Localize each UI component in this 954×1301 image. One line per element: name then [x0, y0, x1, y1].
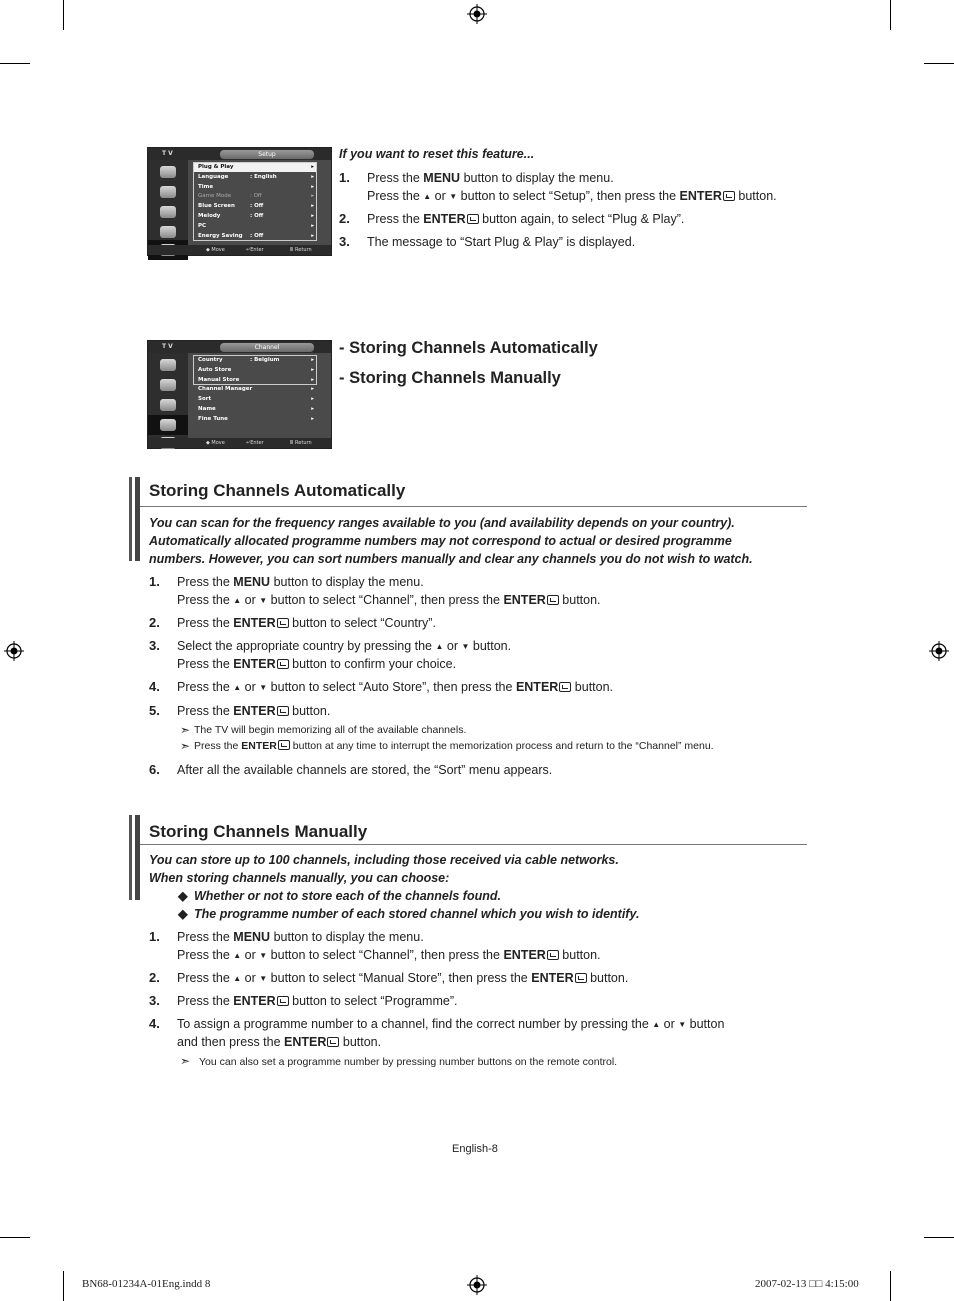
crop-mark [0, 1237, 30, 1238]
registration-mark-icon [467, 1275, 487, 1295]
step-text: Press the ENTER button. [177, 704, 331, 718]
button-name: ENTER [233, 616, 276, 630]
chevron-right-icon: ▸ [311, 164, 314, 170]
tv-label: T V [162, 150, 173, 157]
enter-icon [559, 682, 571, 692]
crop-mark [0, 63, 30, 64]
setup-menu-screenshot [147, 147, 332, 256]
picture-icon [160, 166, 176, 178]
step-text: Select the appropriate country by pressing the ▲ or ▼ button. [177, 639, 512, 653]
button-name: ENTER [503, 947, 546, 962]
button-name: MENU [233, 575, 271, 589]
chevron-right-icon: ▸ [311, 396, 314, 403]
menu-items [188, 160, 331, 245]
diamond-bullet-icon: ◆ [178, 889, 188, 903]
menu-item [194, 415, 316, 424]
note-arrow-icon: ➣ [180, 739, 191, 753]
chevron-right-icon: ▸ [311, 232, 314, 239]
input-icon [160, 226, 176, 238]
button-name: ENTER [233, 994, 276, 1008]
registration-mark-icon [467, 4, 487, 24]
up-arrow-icon: ▲ [233, 974, 242, 983]
enter-hint: ↵Enter [246, 440, 264, 446]
down-arrow-icon: ▼ [259, 950, 268, 960]
menu-item-label: PC [198, 222, 207, 229]
note-arrow-icon: ➣ [180, 1054, 191, 1068]
menu-item-value: : Off [250, 193, 262, 200]
section-bar [135, 815, 140, 900]
enter-icon [277, 659, 289, 669]
down-arrow-icon: ▼ [259, 974, 268, 983]
enter-icon [278, 740, 290, 750]
move-hint: ◆ Move [206, 440, 225, 446]
step-text: Press the ▲ or ▼ button to select “Channel”, then press the ENTER button. [177, 592, 601, 607]
button-name: ENTER [679, 188, 722, 203]
enter-icon [547, 950, 559, 960]
intro-line: When storing channels manually, you can choose: [149, 871, 450, 885]
section-title-manual: Storing Channels Manually [149, 822, 368, 841]
menu-item-label: Sort [198, 396, 212, 403]
step-text: Press the MENU button to display the menu. [177, 930, 424, 944]
menu-item-label: Fine Tune [198, 415, 228, 422]
menu-item-label: Time [198, 183, 214, 190]
channel-icon [160, 206, 176, 218]
menu-item [194, 405, 316, 414]
step-number: 4. [149, 1016, 160, 1031]
up-arrow-icon: ▲ [233, 595, 242, 605]
step-number: 3. [149, 993, 160, 1008]
intro-line: You can store up to 100 channels, including those received via cable networks. [149, 853, 619, 867]
return-hint: Ⅲ Return [290, 247, 312, 253]
step-number: 2. [339, 211, 350, 226]
enter-icon [277, 618, 289, 628]
step-number: 3. [149, 638, 160, 653]
menu-items [188, 353, 331, 438]
button-name: ENTER [241, 740, 277, 752]
step-text: Press the ▲ or ▼ button to select “Manual Store”, then press the ENTER button. [177, 971, 629, 985]
diamond-bullet-icon: ◆ [178, 907, 188, 921]
step-number: 1. [339, 170, 350, 185]
step-text: Press the ▲ or ▼ button to select “Setup”, then press the ENTER button. [367, 188, 777, 203]
section-title-auto: Storing Channels Automatically [149, 481, 406, 500]
enter-icon [575, 973, 587, 983]
menu-item [194, 395, 316, 404]
channel-menu-screenshot [147, 340, 332, 449]
menu-sidebar [148, 353, 188, 438]
step-number: 2. [149, 970, 160, 985]
menu-item-label: Plug & Play [198, 164, 234, 170]
note-text: Press the ENTER button at any time to interrupt the memorization process and return to the “Channel” menu. [194, 740, 714, 752]
down-arrow-icon: ▼ [449, 191, 458, 201]
menu-item-value: : Belgium [250, 357, 280, 363]
link-storing-auto[interactable]: - Storing Channels Automatically [339, 339, 598, 357]
up-arrow-icon: ▲ [652, 1020, 661, 1029]
button-name: ENTER [233, 704, 276, 718]
menu-footer [148, 438, 331, 448]
menu-item-value: : English [250, 173, 277, 180]
menu-sidebar [148, 160, 188, 245]
step-text: Press the MENU button to display the menu. [367, 171, 614, 185]
menu-title: Channel [220, 343, 314, 352]
note-arrow-icon: ➣ [180, 723, 191, 737]
crop-mark [63, 0, 64, 30]
crop-mark [924, 63, 954, 64]
section-bar [129, 815, 132, 900]
down-arrow-icon: ▼ [259, 595, 268, 605]
step-text: Press the ENTER button to select “Programme”. [177, 994, 458, 1008]
step-number: 5. [149, 703, 160, 718]
crop-mark [63, 1271, 64, 1301]
step-number: 2. [149, 615, 160, 630]
step-number: 1. [149, 574, 160, 589]
section-bar [135, 477, 140, 561]
button-name: ENTER [423, 212, 466, 226]
menu-title: Setup [220, 150, 314, 159]
menu-item-label: Auto Store [198, 366, 232, 373]
chevron-right-icon: ▸ [311, 415, 314, 422]
step-text: Press the ENTER button to select “Country”. [177, 616, 436, 630]
menu-item-label: Manual Store [198, 376, 240, 383]
up-arrow-icon: ▲ [233, 683, 242, 692]
step-text: Press the ▲ or ▼ button to select “Channel”, then press the ENTER button. [177, 947, 601, 962]
chevron-right-icon: ▸ [311, 203, 314, 210]
selection-box [193, 162, 317, 241]
intro-line: numbers. However, you can sort numbers manually and clear any channels you do not wish to watch. [149, 552, 753, 566]
chevron-right-icon: ▸ [311, 183, 314, 190]
enter-icon [277, 996, 289, 1006]
intro-line: Automatically allocated programme numbers may not correspond to actual or desired programme [149, 534, 732, 548]
crop-mark [890, 1271, 891, 1301]
menu-item-label: Language [198, 173, 229, 180]
up-arrow-icon: ▲ [233, 950, 242, 960]
step-text: To assign a programme number to a channel, find the correct number by pressing the ▲ or ▼ button [177, 1017, 725, 1031]
intro-line: You can scan for the frequency ranges available to you (and availability depends on your country). [149, 516, 735, 530]
button-name: ENTER [531, 971, 574, 985]
step-number: 1. [149, 929, 160, 944]
selection-box [193, 355, 317, 385]
note-text: The TV will begin memorizing all of the available channels. [194, 724, 467, 736]
step-number: 4. [149, 679, 160, 694]
step-text: Press the MENU button to display the menu. [177, 575, 424, 589]
menu-item-label: Game Mode [198, 193, 232, 200]
step-text: Press the ENTER button to confirm your choice. [177, 656, 457, 671]
step-number: 6. [149, 762, 160, 777]
up-arrow-icon: ▲ [435, 642, 444, 651]
enter-hint: ↵Enter [246, 247, 264, 253]
up-arrow-icon: ▲ [423, 191, 432, 201]
enter-icon [467, 214, 479, 224]
step-text: and then press the ENTER button. [177, 1034, 382, 1049]
chevron-right-icon: ▸ [311, 376, 314, 383]
move-hint: ◆ Move [206, 247, 225, 253]
menu-item [194, 385, 316, 394]
channel-icon [160, 399, 176, 411]
down-arrow-icon: ▼ [678, 1020, 687, 1029]
step-text: The message to “Start Plug & Play” is displayed. [367, 235, 636, 249]
enter-icon [327, 1037, 339, 1047]
step-text: After all the available channels are stored, the “Sort” menu appears. [177, 763, 553, 777]
menu-item-label: Country [198, 357, 223, 363]
section-bar [129, 477, 132, 561]
chevron-right-icon: ▸ [311, 386, 314, 393]
crop-mark [890, 0, 891, 30]
enter-icon [547, 595, 559, 605]
menu-item-label: Energy Saving [198, 232, 243, 239]
menu-item-label: Channel Manager [198, 386, 253, 393]
file-slug: BN68-01234A-01Eng.indd 8 [82, 1278, 211, 1290]
registration-mark-icon [4, 641, 24, 661]
down-arrow-icon: ▼ [461, 642, 470, 651]
chevron-right-icon: ▸ [311, 406, 314, 412]
note-text: You can also set a programme number by pressing number buttons on the remote control. [199, 1056, 618, 1068]
button-name: MENU [233, 930, 271, 944]
button-name: ENTER [284, 1034, 327, 1049]
bullet-text: Whether or not to store each of the channels found. [194, 889, 501, 903]
menu-item-value: : Off [250, 213, 264, 219]
page-number: English-8 [452, 1143, 498, 1155]
menu-item-value: : Off [250, 203, 264, 210]
menu-item-label: Name [198, 406, 216, 412]
chevron-right-icon: ▸ [311, 193, 314, 200]
link-storing-manual[interactable]: - Storing Channels Manually [339, 369, 561, 387]
reset-heading: If you want to reset this feature... [339, 147, 535, 161]
button-name: ENTER [515, 680, 559, 694]
crop-mark [924, 1237, 954, 1238]
enter-icon [723, 191, 735, 201]
section-rule [140, 506, 807, 507]
button-name: MENU [423, 171, 461, 185]
chevron-right-icon: ▸ [311, 357, 314, 363]
chevron-right-icon: ▸ [311, 213, 314, 219]
return-hint: Ⅲ Return [290, 440, 312, 446]
menu-item-label: Melody [198, 213, 221, 219]
registration-mark-icon [929, 641, 949, 661]
section-rule [140, 844, 807, 845]
chevron-right-icon: ▸ [311, 366, 314, 373]
step-number: 3. [339, 234, 350, 249]
menu-item-label: Blue Screen [198, 203, 235, 210]
step-text: Press the ENTER button again, to select “Plug & Play”. [367, 212, 685, 226]
chevron-right-icon: ▸ [311, 222, 314, 229]
sound-icon [160, 379, 176, 391]
chevron-right-icon: ▸ [311, 173, 314, 180]
bullet-text: The programme number of each stored channel which you wish to identify. [194, 907, 640, 921]
date-slug: 2007-02-13 □□ 4:15:00 [755, 1278, 859, 1290]
input-icon [160, 419, 176, 431]
sound-icon [160, 186, 176, 198]
enter-icon [277, 706, 289, 716]
down-arrow-icon: ▼ [259, 683, 268, 692]
menu-footer [148, 245, 331, 255]
step-text: Press the ▲ or ▼ button to select “Auto Store”, then press the ENTER button. [177, 680, 614, 694]
menu-item-value: : Off [250, 232, 264, 239]
button-name: ENTER [233, 656, 276, 671]
tv-label: T V [162, 343, 173, 350]
button-name: ENTER [503, 592, 546, 607]
picture-icon [160, 359, 176, 371]
